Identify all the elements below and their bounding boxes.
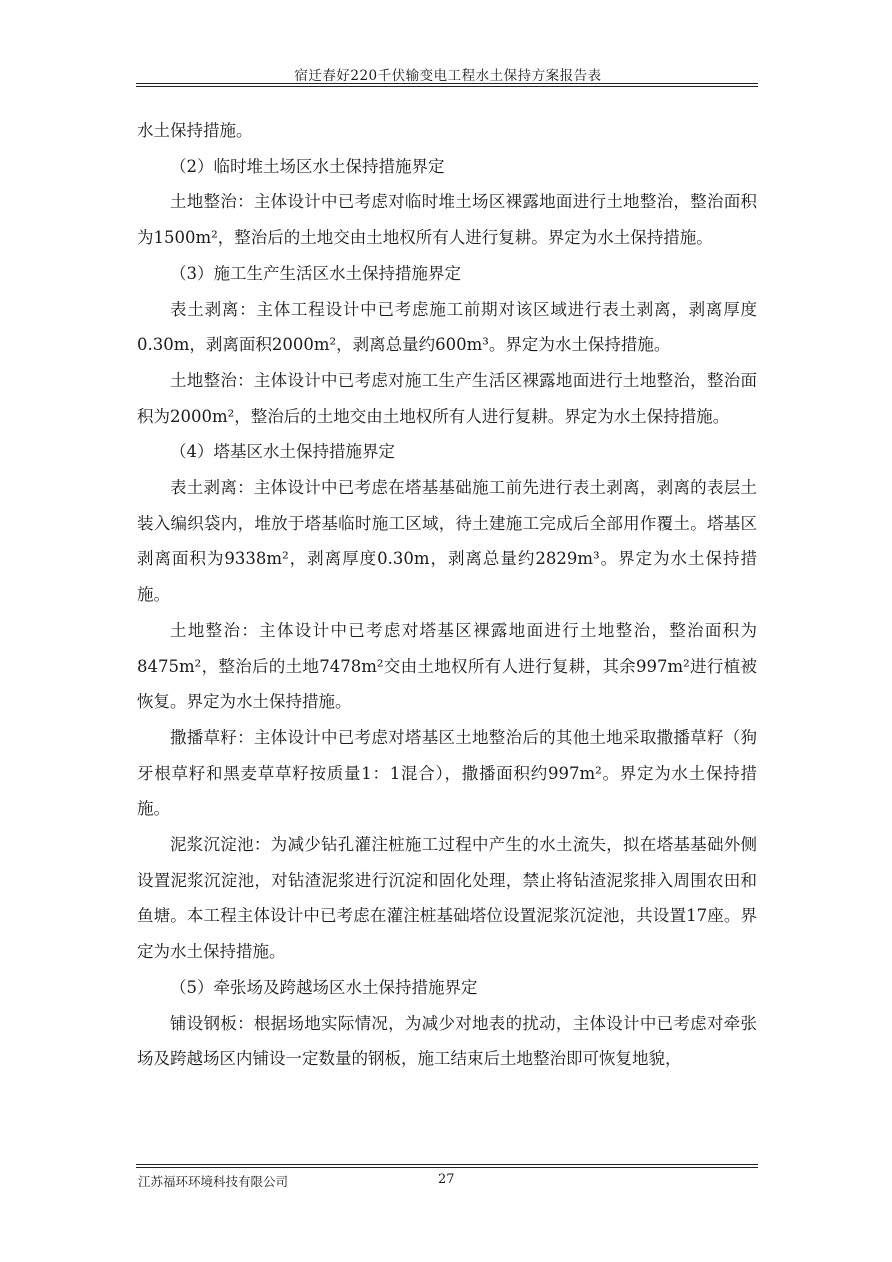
page-number: 27: [438, 1172, 455, 1187]
footer-company: 江苏福环环境科技有限公司: [138, 1174, 289, 1189]
header-rule-thin: [136, 86, 758, 87]
section-heading: （2）临时堆土场区水土保持措施界定: [170, 156, 445, 176]
paragraph: 泥浆沉淀池：为减少钻孔灌注桩施工过程中产生的水土流失，拟在塔基基础外侧设置泥浆沉淀池，对钻渣泥浆进行沉淀和固化处理，禁止将钻渣泥浆排入周围农田和鱼塘。本工程主体设计中已考虑在灌注桩基础塔位设置泥浆沉淀池，共设置17座。界定为水土保持措施。: [137, 835, 757, 962]
paragraph: 表土剥离：主体设计中已考虑在塔基基础施工前先进行表土剥离，剥离的表层土装入编织袋内，堆放于塔基临时施工区域，待土建施工完成后全部用作覆土。塔基区剥离面积为9338m²，剥离厚度0.30m，剥离总量约2829m³。界定为水土保持措施。: [137, 478, 757, 605]
page-header-title: 宿迁春好220千伏输变电工程水土保持方案报告表: [294, 68, 602, 84]
paragraph: 撒播草籽：主体设计中已考虑对塔基区土地整治后的其他土地采取撒播草籽（狗牙根草籽和黑麦草草籽按质量1：1混合），撒播面积约997m²。界定为水土保持措施。: [137, 727, 757, 819]
body-text: [137, 113, 757, 1077]
footer-rule: [136, 1164, 758, 1165]
paragraph: 水土保持措施。: [137, 121, 253, 140]
paragraph: 表土剥离：主体工程设计中已考虑施工前期对该区域进行表土剥离，剥离厚度0.30m，剥离面积2000m²，剥离总量约600m³。界定为水土保持措施。: [137, 299, 757, 355]
paragraph: 土地整治：主体设计中已考虑对临时堆土场区裸露地面进行土地整治，整治面积为1500m²，整治后的土地交由土地权所有人进行复耕。界定为水土保持措施。: [137, 192, 757, 248]
paragraph: 土地整治：主体设计中已考虑对施工生产生活区裸露地面进行土地整治，整治面积为2000m²，整治后的土地交由土地权所有人进行复耕。界定为水土保持措施。: [137, 370, 757, 426]
header-rule: [136, 83, 758, 84]
paragraph: 土地整治：主体设计中已考虑对塔基区裸露地面进行土地整治，整治面积为8475m²，整治后的土地7478m²交由土地权所有人进行复耕，其余997m²进行植被恢复。界定为水土保持措施。: [137, 620, 757, 712]
section-heading: （3）施工生产生活区水土保持措施界定: [170, 263, 461, 283]
section-heading: （4）塔基区水土保持措施界定: [170, 442, 395, 462]
footer-rule-thin: [136, 1167, 758, 1168]
paragraph: 铺设钢板：根据场地实际情况，为减少对地表的扰动，主体设计中已考虑对牵张场及跨越场区内铺设一定数量的钢板，施工结束后土地整治即可恢复地貌，: [137, 1013, 757, 1069]
section-heading: （5）牵张场及跨越场区水土保持措施界定: [170, 977, 478, 997]
